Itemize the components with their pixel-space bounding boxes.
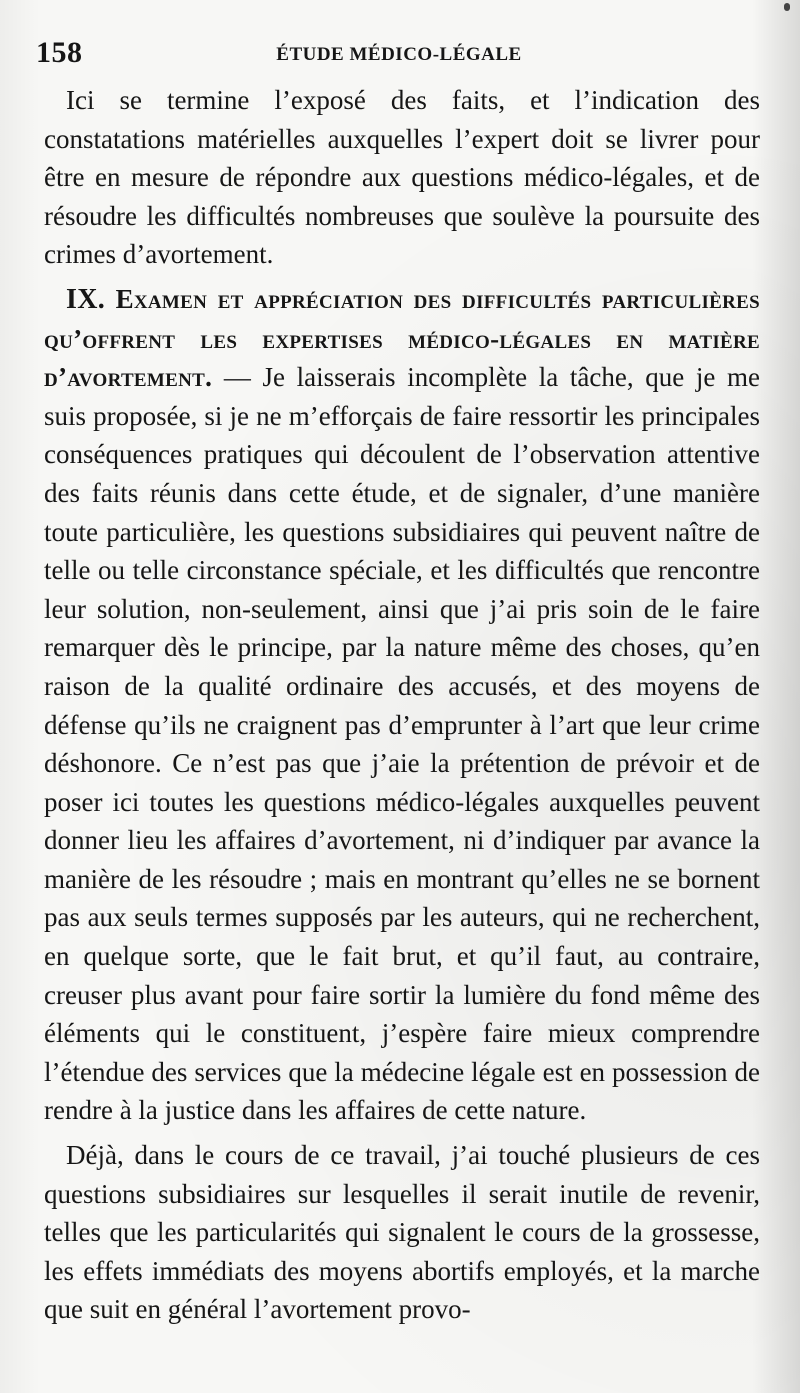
- section-heading-text: Examen et appréciation des difficultés particulières qu’offrent les expertises médico-légales en matière d’avortement.: [44, 283, 760, 393]
- paragraph-section-ix: [44, 280, 760, 1130]
- ink-spot: [784, 3, 790, 11]
- paragraph-1: Ici se termine l’exposé des faits, et l’indication des constatations matérielles auxquelles l’expert doit se livrer pour être en mesure de répondre aux questions médico-légales, et de résoudre les difficultés nombreuses que soulève la poursuite des crimes d’avortement.: [44, 85, 760, 270]
- paragraph-2-text: — Je laisserais incomplète la tâche, que je me suis proposée, si je ne m’efforçais de faire ressortir les principales conséquences pratiques qui découlent de l’observation attentive des faits réunis dans cette étude, et de signaler, d’une manière toute particulière, les questions subsidiaires qui peuvent naître de telle ou telle circonstance spéciale, et les difficultés que rencontre leur solution, non-seulement, ainsi que j’ai pris soin de le faire remarquer dès le principe, par la nature même des choses, qu’en raison de la qualité ordinaire des accusés, et des moyens de défense qu’ils ne craignent pas d’emprunter à l’art que leur crime déshonore. Ce n’est pas que j’aie la prétention de prévoir et de poser ici toutes les questions médico-légales auxquelles peuvent donner lieu les affaires d’avortement, ni d’indiquer par avance la manière de les résoudre ; mais en montrant qu’elles ne se bornent pas aux seuls termes supposés par les auteurs, qui ne recherchent, en quelque sorte, que le fait brut, et qu’il faut, au contraire, creuser plus avant pour faire sortir la lumière du fond même des éléments qui le constituent, j’espère faire mieux comprendre l’étendue des services que la médecine légale est en possession de rendre à la justice dans les affaires de cette nature.: [44, 362, 761, 1126]
- body-text: [44, 81, 760, 1329]
- running-head: ÉTUDE MÉDICO-LÉGALE: [276, 44, 522, 65]
- paragraph-3: Déjà, dans le cours de ce travail, j’ai touché plusieurs de ces questions subsidiaires sur lesquelles il serait inutile de revenir, telles que les particularités qui signalent le cours de la grossesse, les effets immédiats des moyens abortifs employés, et la marche que suit en général l’avortement provo-: [44, 1140, 760, 1325]
- page-header: [36, 36, 762, 76]
- page-number: 158: [36, 36, 83, 69]
- section-number: IX.: [66, 283, 106, 315]
